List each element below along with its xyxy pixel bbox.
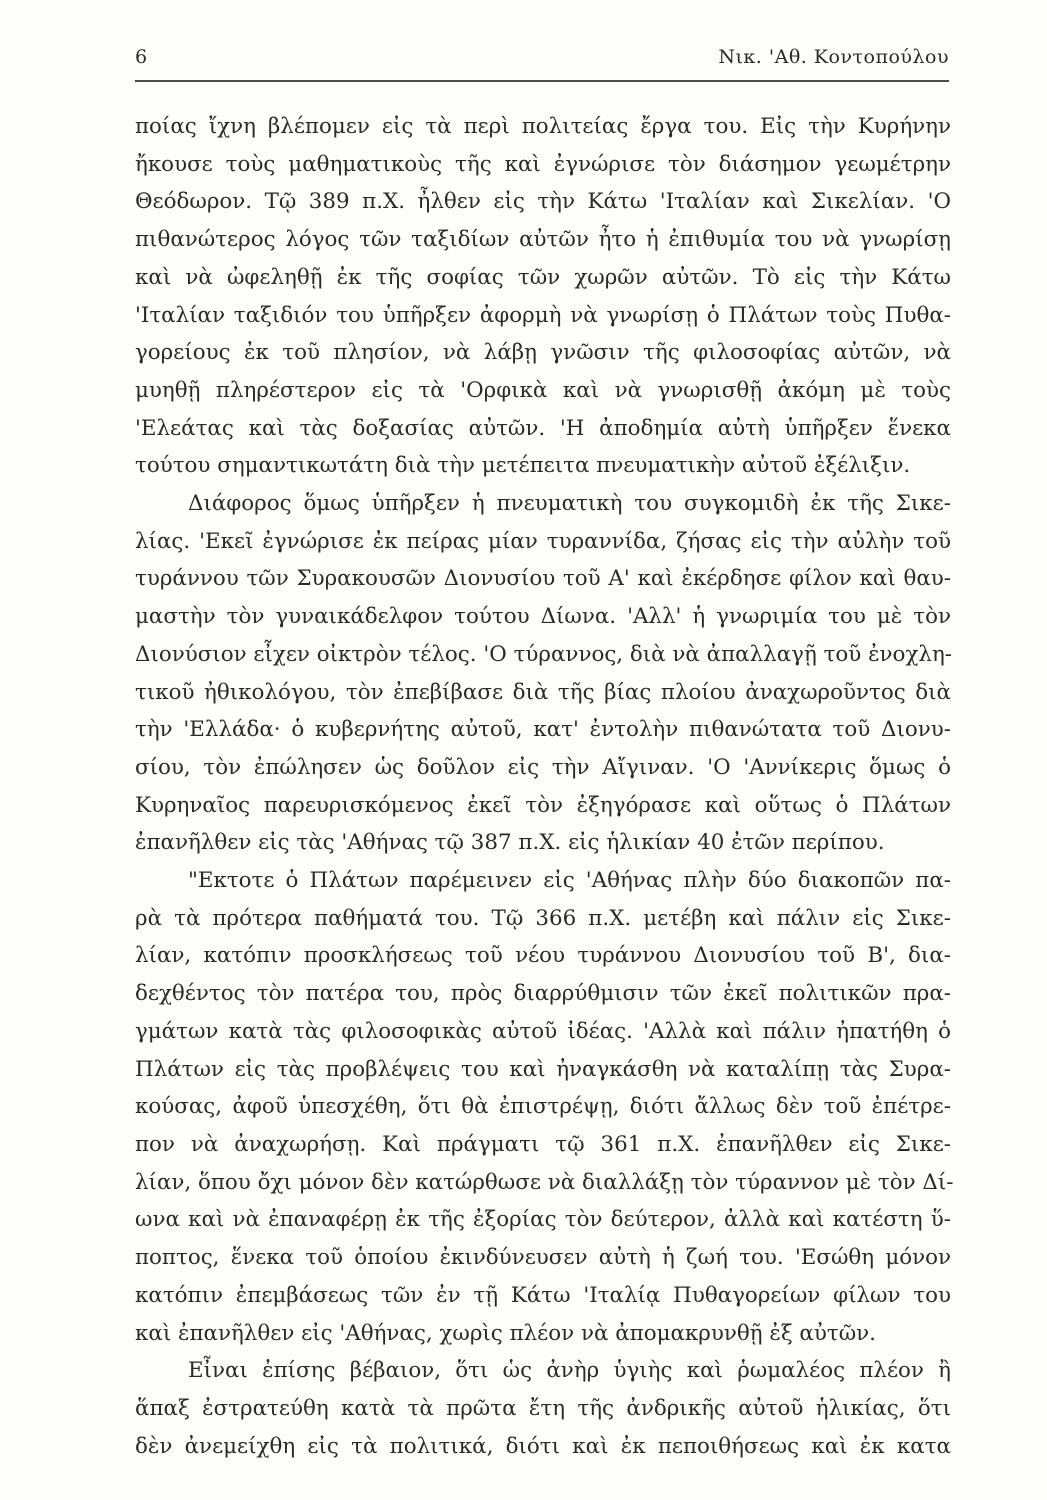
text-line: Εἶναι ἐπίσης βέβαιον, ὅτι ὡς ἀνὴρ ὑγιὴς καὶ ῥωμαλέος πλέον ἢ xyxy=(188,1358,951,1384)
text-line: ποίας ἴχνη βλέπομεν εἰς τὰ περὶ πολιτείας ἔργα του. Εἰς τὴν Κυρήνην xyxy=(135,114,951,139)
text-line: ἐπανῆλθεν εἰς τὰς 'Αθήνας τῷ 387 π.Χ. εἰς ἡλικίαν 40 ἐτῶν περίπου. xyxy=(135,830,885,856)
running-title: Νικ. 'Αθ. Κοντοπούλου xyxy=(718,46,949,68)
text-line: δεχθέντος τὸν πατέρα του, πρὸς διαρρύθμισιν τῶν ἐκεῖ πολιτικῶν πρα- xyxy=(135,981,951,1007)
text-line: πον νὰ ἀναχωρήσῃ. Καὶ πράγματι τῷ 361 π.Χ. ἐπανῆλθεν εἰς Σικε- xyxy=(135,1131,951,1157)
text-line: Πλάτων εἰς τὰς προβλέψεις του καὶ ἠναγκάσθη νὰ καταλίπῃ τὰς Συρα- xyxy=(135,1056,951,1082)
text-line: γμάτων κατὰ τὰς φιλοσοφικὰς αὐτοῦ ἰδέας. 'Αλλὰ καὶ πάλιν ἠπατήθη ὁ xyxy=(135,1018,951,1044)
text-line: καὶ νὰ ὠφεληθῇ ἐκ τῆς σοφίας τῶν χωρῶν αὐτῶν. Τὸ εἰς τὴν Κάτω xyxy=(135,264,951,290)
text-line: τυράννου τῶν Συρακουσῶν Διονυσίου τοῦ Α' καὶ ἐκέρδησε φίλον καὶ θαυ- xyxy=(135,566,951,592)
text-line: ἅπαξ ἐστρατεύθη κατὰ τὰ πρῶτα ἔτη τῆς ἀνδρικῆς αὐτοῦ ἡλικίας, ὅτι xyxy=(135,1395,951,1421)
text-line: ἤκουσε τοὺς μαθηματικοὺς τῆς καὶ ἐγνώρισε τὸν διάσημον γεωμέτρην xyxy=(135,151,951,177)
text-line: ρὰ τὰ πρότερα παθήματά του. Τῷ 366 π.Χ. μετέβη καὶ πάλιν εἰς Σικε- xyxy=(135,905,951,931)
text-line: κατόπιν ἐπεμβάσεως τῶν ἐν τῇ Κάτω 'Ιταλίᾳ Πυθαγορείων φίλων του xyxy=(135,1282,951,1308)
text-line: καὶ ἐπανῆλθεν εἰς 'Αθήνας, χωρὶς πλέον νὰ ἀπομακρυνθῇ ἐξ αὐτῶν. xyxy=(135,1320,876,1346)
text-line: 'Ελεάτας καὶ τὰς δοξασίας αὐτῶν. 'Η ἀποδημία αὐτὴ ὑπῆρξεν ἕνεκα xyxy=(135,415,951,441)
text-line: δὲν ἀνεμείχθη εἰς τὰ πολιτικά, διότι καὶ ἐκ πεποιθήσεως καὶ ἐκ κατα xyxy=(135,1433,951,1459)
text-line: πιθανώτερος λόγος τῶν ταξιδίων αὐτῶν ἦτο ἡ ἐπιθυμία του νὰ γνωρίσῃ xyxy=(135,227,951,253)
body-text xyxy=(135,108,954,1465)
page-header xyxy=(135,46,949,68)
text-line: ωνα καὶ νὰ ἐπαναφέρῃ ἐκ τῆς ἐξορίας τὸν δεύτερον, ἀλλὰ καὶ κατέστη ὕ- xyxy=(135,1207,951,1233)
text-line: Θεόδωρον. Τῷ 389 π.Χ. ἦλθεν εἰς τὴν Κάτω 'Ιταλίαν καὶ Σικελίαν. 'Ο xyxy=(135,189,951,215)
text-line: κούσας, ἀφοῦ ὑπεσχέθη, ὅτι θὰ ἐπιστρέψῃ, διότι ἄλλως δὲν τοῦ ἐπέτρε- xyxy=(135,1094,951,1120)
text-line: "Εκτοτε ὁ Πλάτων παρέμεινεν εἰς 'Αθήνας πλὴν δύο διακοπῶν πα- xyxy=(188,868,951,894)
text-line: λίαν, κατόπιν προσκλήσεως τοῦ νέου τυράννου Διονυσίου τοῦ Β', δια- xyxy=(135,943,951,969)
text-line: τὴν 'Ελλάδα· ὁ κυβερνήτης αὐτοῦ, κατ' ἐντολὴν πιθανώτατα τοῦ Διονυ- xyxy=(135,717,951,743)
text-line: 'Ιταλίαν ταξιδιόν του ὑπῆρξεν ἀφορμὴ νὰ γνωρίσῃ ὁ Πλάτων τοὺς Πυθα- xyxy=(135,302,951,328)
page-number: 6 xyxy=(135,46,148,68)
text-line: λίαν, ὅπου ὄχι μόνον δὲν κατώρθωσε νὰ διαλλάξῃ τὸν τύραννον μὲ τὸν Δί- xyxy=(135,1169,954,1195)
text-line: Διονύσιον εἶχεν οἰκτρὸν τέλος. 'Ο τύραννος, διὰ νὰ ἀπαλλαγῇ τοῦ ἐνοχλη- xyxy=(135,641,953,667)
text-line: τούτου σημαντικωτάτη διὰ τὴν μετέπειτα πνευματικὴν αὐτοῦ ἐξέλιξιν. xyxy=(135,453,911,479)
text-line: ποπτος, ἕνεκα τοῦ ὁποίου ἐκινδύνευσεν αὐτὴ ἡ ζωή του. 'Εσώθη μόνον xyxy=(135,1245,951,1271)
text-line: Διάφορος ὅμως ὑπῆρξεν ἡ πνευματικὴ του συγκομιδὴ ἐκ τῆς Σικε- xyxy=(188,491,951,517)
text-line: σίου, τὸν ἐπώλησεν ὡς δοῦλον εἰς τὴν Αἴγιναν. 'Ο 'Αννίκερις ὅμως ὁ xyxy=(135,754,951,780)
text-line: λίας. 'Εκεῖ ἐγνώρισε ἐκ πείρας μίαν τυραννίδα, ζήσας εἰς τὴν αὐλὴν τοῦ xyxy=(135,528,951,554)
text-line: γορείους ἐκ τοῦ πλησίον, νὰ λάβῃ γνῶσιν τῆς φιλοσοφίας αὐτῶν, νὰ xyxy=(135,340,951,366)
text-line: μυηθῇ πληρέστερον εἰς τὰ 'Ορφικὰ καὶ νὰ γνωρισθῇ ἀκόμη μὲ τοὺς xyxy=(135,377,951,403)
text-line: Κυρηναῖος παρευρισκόμενος ἐκεῖ τὸν ἐξηγόρασε καὶ οὕτως ὁ Πλάτων xyxy=(135,792,951,818)
header-rule xyxy=(135,80,949,82)
text-line: μαστὴν τὸν γυναικάδελφον τούτου Δίωνα. 'Αλλ' ἡ γνωριμία του μὲ τὸν xyxy=(135,604,951,630)
text-line: τικοῦ ἠθικολόγου, τὸν ἐπεβίβασε διὰ τῆς βίας πλοίου ἀναχωροῦντος διὰ xyxy=(135,679,951,705)
